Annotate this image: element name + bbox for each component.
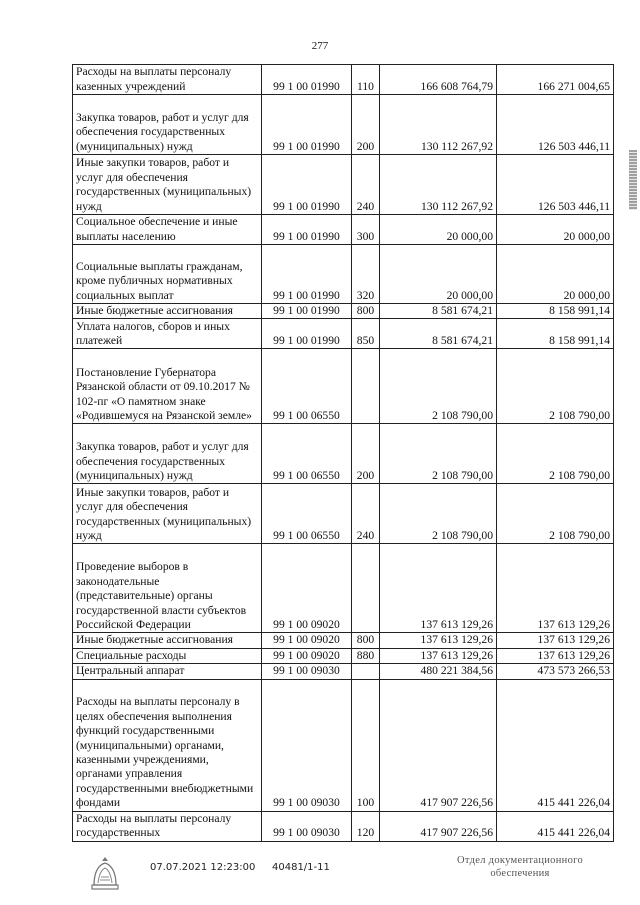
row-code: 99 1 00 06550 <box>262 484 352 544</box>
row-value-1: 137 613 129,26 <box>380 544 497 633</box>
row-code: 99 1 00 01990 <box>262 215 352 245</box>
table-row <box>73 633 614 648</box>
emblem-seal-icon <box>88 855 122 891</box>
row-value-2: 2 108 790,00 <box>497 349 614 424</box>
table-row <box>73 648 614 663</box>
row-type: 200 <box>352 424 380 484</box>
row-code: 99 1 00 09020 <box>262 648 352 663</box>
row-value-2: 8 158 991,14 <box>497 319 614 349</box>
row-name: Специальные расходы <box>73 648 262 663</box>
row-value-2: 126 503 446,11 <box>497 155 614 215</box>
row-value-2: 473 573 266,53 <box>497 664 614 679</box>
row-type: 850 <box>352 319 380 349</box>
row-name: Социальное обеспечение и иные выплаты населению <box>73 215 262 245</box>
row-value-1: 137 613 129,26 <box>380 633 497 648</box>
row-value-2: 137 613 129,26 <box>497 544 614 633</box>
row-value-1: 480 221 384,56 <box>380 664 497 679</box>
row-code: 99 1 00 09030 <box>262 664 352 679</box>
row-type: 240 <box>352 484 380 544</box>
row-name: Социальные выплаты гражданам, кроме публичных нормативных социальных выплат <box>73 245 262 304</box>
page-footer <box>0 850 640 905</box>
row-value-1: 8 581 674,21 <box>380 319 497 349</box>
row-value-1: 417 907 226,56 <box>380 811 497 841</box>
page-number: 277 <box>311 40 329 52</box>
table-row <box>73 484 614 544</box>
stamp-line-2: обеспечения <box>490 868 550 879</box>
footer-doc-number: 40481/1-11 <box>272 862 330 873</box>
table-row <box>73 155 614 215</box>
row-value-2: 415 441 226,04 <box>497 811 614 841</box>
table-row <box>73 349 614 424</box>
row-type: 320 <box>352 245 380 304</box>
row-type: 200 <box>352 95 380 155</box>
row-type <box>352 544 380 633</box>
row-value-1: 2 108 790,00 <box>380 349 497 424</box>
row-code: 99 1 00 01990 <box>262 95 352 155</box>
row-name: Иные закупки товаров, работ и услуг для обеспечения государственных (муниципальных) нужд <box>73 484 262 544</box>
stamp-line-1: Отдел документационного <box>456 855 584 866</box>
row-value-2: 2 108 790,00 <box>497 424 614 484</box>
row-code: 99 1 00 01990 <box>262 319 352 349</box>
row-value-2: 126 503 446,11 <box>497 95 614 155</box>
row-type: 880 <box>352 648 380 663</box>
row-value-2: 166 271 004,65 <box>497 65 614 95</box>
row-value-2: 137 613 129,26 <box>497 648 614 663</box>
row-value-2: 415 441 226,04 <box>497 679 614 811</box>
row-name: Иные бюджетные ассигнования <box>73 304 262 319</box>
row-type: 300 <box>352 215 380 245</box>
row-type <box>352 349 380 424</box>
row-type: 120 <box>352 811 380 841</box>
budget-table <box>72 64 614 842</box>
row-value-1: 166 608 764,79 <box>380 65 497 95</box>
row-name: Расходы на выплаты персоналу в целях обеспечения выполнения функций государственными (муниципальными) органами, казенными учреждениями, органами управления государственными внебюджетными фондами <box>73 679 262 811</box>
row-value-1: 130 112 267,92 <box>380 95 497 155</box>
row-code: 99 1 00 01990 <box>262 245 352 304</box>
row-value-1: 20 000,00 <box>380 215 497 245</box>
table-row <box>73 424 614 484</box>
row-type <box>352 664 380 679</box>
table-row <box>73 304 614 319</box>
row-value-1: 2 108 790,00 <box>380 484 497 544</box>
table-row <box>73 664 614 679</box>
table-row <box>73 319 614 349</box>
scan-edge-mark <box>629 150 637 210</box>
row-type: 800 <box>352 304 380 319</box>
row-name: Проведение выборов в законодательные (представительные) органы государственной власти субъектов Российской Федерации <box>73 544 262 633</box>
row-name: Центральный аппарат <box>73 664 262 679</box>
row-name: Постановление Губернатора Рязанской области от 09.10.2017 № 102-пг «О памятном знаке «Родившемуся на Рязанской земле» <box>73 349 262 424</box>
row-value-2: 137 613 129,26 <box>497 633 614 648</box>
row-type: 110 <box>352 65 380 95</box>
row-code: 99 1 00 09030 <box>262 811 352 841</box>
row-name: Расходы на выплаты персоналу казенных учреждений <box>73 65 262 95</box>
row-type: 800 <box>352 633 380 648</box>
row-value-1: 2 108 790,00 <box>380 424 497 484</box>
row-code: 99 1 00 06550 <box>262 349 352 424</box>
row-code: 99 1 00 09020 <box>262 544 352 633</box>
row-value-2: 20 000,00 <box>497 215 614 245</box>
table-row <box>73 245 614 304</box>
row-name: Иные закупки товаров, работ и услуг для обеспечения государственных (муниципальных) нужд <box>73 155 262 215</box>
footer-datetime: 07.07.2021 12:23:00 <box>150 862 256 873</box>
table-row <box>73 65 614 95</box>
row-name: Расходы на выплаты персоналу государственных <box>73 811 262 841</box>
row-value-1: 20 000,00 <box>380 245 497 304</box>
table-row <box>73 215 614 245</box>
row-type: 240 <box>352 155 380 215</box>
row-value-1: 417 907 226,56 <box>380 679 497 811</box>
table-row <box>73 811 614 841</box>
row-code: 99 1 00 09020 <box>262 633 352 648</box>
row-value-1: 130 112 267,92 <box>380 155 497 215</box>
row-name: Закупка товаров, работ и услуг для обеспечения государственных (муниципальных) нужд <box>73 95 262 155</box>
row-name: Закупка товаров, работ и услуг для обеспечения государственных (муниципальных) нужд <box>73 424 262 484</box>
row-code: 99 1 00 01990 <box>262 304 352 319</box>
row-code: 99 1 00 01990 <box>262 65 352 95</box>
row-value-2: 20 000,00 <box>497 245 614 304</box>
table-row <box>73 679 614 811</box>
row-value-1: 8 581 674,21 <box>380 304 497 319</box>
row-code: 99 1 00 06550 <box>262 424 352 484</box>
row-type: 100 <box>352 679 380 811</box>
row-name: Иные бюджетные ассигнования <box>73 633 262 648</box>
row-code: 99 1 00 09030 <box>262 679 352 811</box>
table-row <box>73 95 614 155</box>
row-value-2: 2 108 790,00 <box>497 484 614 544</box>
row-code: 99 1 00 01990 <box>262 155 352 215</box>
table-row <box>73 544 614 633</box>
row-name: Уплата налогов, сборов и иных платежей <box>73 319 262 349</box>
row-value-1: 137 613 129,26 <box>380 648 497 663</box>
row-value-2: 8 158 991,14 <box>497 304 614 319</box>
department-stamp <box>440 854 600 880</box>
